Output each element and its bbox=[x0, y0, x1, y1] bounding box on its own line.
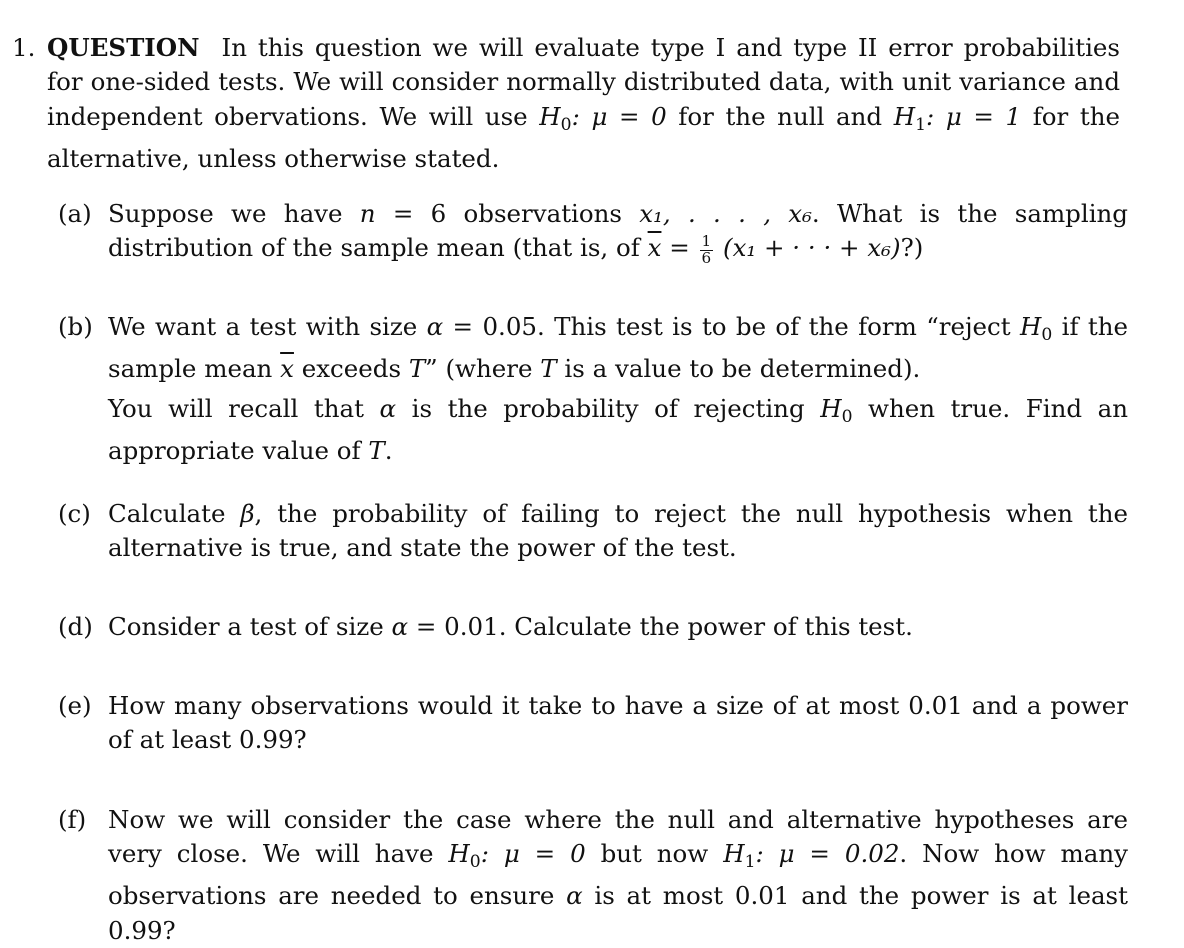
part-a bbox=[58, 197, 1128, 267]
beta-symbol: β bbox=[240, 499, 255, 528]
part-f-paragraph bbox=[108, 803, 1128, 948]
part-b-p2-text-1: You will recall that bbox=[108, 394, 380, 424]
part-b-text-5: ” (where bbox=[425, 354, 541, 384]
fraction-denominator: 6 bbox=[701, 248, 712, 267]
threshold-symbol: T bbox=[408, 354, 426, 384]
question-number: 1. bbox=[12, 33, 36, 62]
fraction-numerator: 1 bbox=[701, 231, 712, 250]
part-b-text-1: We want a test with size bbox=[108, 312, 427, 341]
equals-sign: = bbox=[661, 233, 698, 263]
sum-expr: (x₁ + · · · + x₆) bbox=[715, 233, 901, 263]
part-a-text-2: observations bbox=[446, 199, 640, 228]
part-a-text bbox=[108, 197, 1128, 267]
h0-subscript: 0 bbox=[1041, 324, 1053, 345]
part-d-paragraph bbox=[108, 610, 1128, 644]
part-d-text bbox=[108, 610, 1128, 644]
part-c-paragraph bbox=[108, 497, 1128, 566]
part-d-label: (d) bbox=[58, 612, 93, 641]
part-b-p2-text-3: when true. Find an appropriate value of bbox=[108, 394, 1128, 466]
intro-text-2: for the null and bbox=[666, 101, 894, 131]
h1-definition: : μ = 1 bbox=[925, 101, 1022, 131]
alpha-symbol: α bbox=[426, 312, 444, 341]
part-b-p2-text-2: is the probability of rejecting bbox=[396, 394, 821, 424]
part-b-text-3: if the sample mean bbox=[108, 312, 1129, 384]
part-d-text-1: Consider a test of size bbox=[108, 612, 392, 641]
part-b-text-4: exceeds bbox=[293, 354, 409, 384]
h0-subscript: 0 bbox=[560, 114, 572, 135]
h0-letter: H bbox=[448, 839, 470, 869]
part-b-paragraph-2 bbox=[108, 392, 1128, 468]
part-c-text-2: , the probability of failing to reject the null hypothesis when the alternative is true, and state the power of the test. bbox=[108, 499, 1129, 563]
part-c-text bbox=[108, 497, 1128, 566]
part-b-p2-text-4: . bbox=[384, 436, 393, 466]
n-value: = 6 bbox=[375, 199, 447, 228]
h1-letter: H bbox=[893, 101, 916, 131]
observations-expr: x₁, . . . , x₆ bbox=[639, 199, 812, 228]
h0-definition: : μ = 0 bbox=[480, 839, 586, 869]
part-d bbox=[58, 610, 1128, 644]
question-title: QUESTION bbox=[47, 33, 200, 62]
part-c-label: (c) bbox=[58, 499, 91, 528]
intro-text-1: In this question we will evaluate type I and type II error probabilities for one-sided tests. We will consider normally distributed data, with unit variance and independent obervations. We will use bbox=[47, 33, 1120, 131]
sample-mean-symbol: $\overline{x}$ bbox=[647, 233, 662, 263]
alpha-value: = 0.01 bbox=[408, 612, 499, 641]
question-intro bbox=[47, 31, 1120, 176]
part-a-label: (a) bbox=[58, 199, 92, 228]
part-a-text-3: . What is the sampling distribution of the sample mean (that is, of bbox=[108, 199, 1128, 263]
alpha-symbol: α bbox=[379, 394, 397, 424]
h0-letter: H bbox=[1019, 312, 1042, 341]
part-c bbox=[58, 497, 1128, 566]
threshold-symbol: T bbox=[540, 354, 557, 384]
one-sixth-fraction bbox=[700, 231, 714, 267]
part-f-text-3: . Now how many observations are needed to ensure bbox=[108, 839, 1128, 911]
threshold-symbol: T bbox=[368, 436, 385, 466]
part-a-paragraph bbox=[108, 197, 1128, 267]
h0-letter: H bbox=[539, 101, 561, 131]
h0-definition: : μ = 0 bbox=[571, 101, 667, 131]
alpha-symbol: α bbox=[391, 612, 409, 641]
part-f-text-4: is at most 0.01 and the power is at least 0.99? bbox=[108, 881, 1128, 945]
part-b-text-2: . This test is to be of the form “reject bbox=[537, 312, 1020, 341]
h1-definition: : μ = 0.02 bbox=[755, 839, 900, 869]
h1-subscript: 1 bbox=[744, 852, 756, 873]
part-a-text-1: Suppose we have bbox=[108, 199, 360, 228]
part-b-paragraph-1 bbox=[108, 310, 1128, 386]
part-b bbox=[58, 310, 1128, 469]
part-b-label: (b) bbox=[58, 312, 93, 341]
h0-subscript: 0 bbox=[841, 407, 853, 428]
h1-letter: H bbox=[723, 839, 745, 869]
part-e-text bbox=[108, 689, 1128, 758]
h1-subscript: 1 bbox=[915, 114, 926, 135]
sample-mean-symbol: $\overline{x}$ bbox=[280, 354, 294, 384]
part-d-text-2: . Calculate the power of this test. bbox=[498, 612, 913, 641]
part-f bbox=[58, 803, 1128, 948]
null-hypothesis-symbol bbox=[539, 101, 667, 135]
part-f-text-2: but now bbox=[585, 839, 724, 869]
alpha-value: = 0.05 bbox=[443, 312, 538, 341]
h0-letter: H bbox=[820, 394, 842, 424]
part-b-text-6: is a value to be determined). bbox=[556, 354, 921, 384]
part-e bbox=[58, 689, 1128, 758]
part-f-text bbox=[108, 803, 1128, 948]
question-intro-paragraph bbox=[47, 31, 1120, 176]
part-c-text-1: Calculate bbox=[108, 499, 241, 528]
part-f-text-1: Now we will consider the case where the null and alternative hypotheses are very close. We will have bbox=[108, 805, 1128, 869]
alpha-symbol: α bbox=[566, 881, 583, 911]
alt-hypothesis-symbol bbox=[893, 101, 1022, 135]
part-f-label: (f) bbox=[58, 805, 87, 834]
part-b-text bbox=[108, 310, 1128, 469]
part-a-text-4: ?) bbox=[900, 233, 924, 263]
part-e-paragraph: How many observations would it take to have a size of at most 0.01 and a power of at least 0.99? bbox=[108, 691, 1128, 755]
part-e-label: (e) bbox=[58, 691, 92, 720]
intro-text-3: for the alternative, unless otherwise stated. bbox=[47, 101, 1120, 173]
n-symbol: n bbox=[359, 199, 376, 228]
h0-subscript: 0 bbox=[469, 852, 481, 873]
